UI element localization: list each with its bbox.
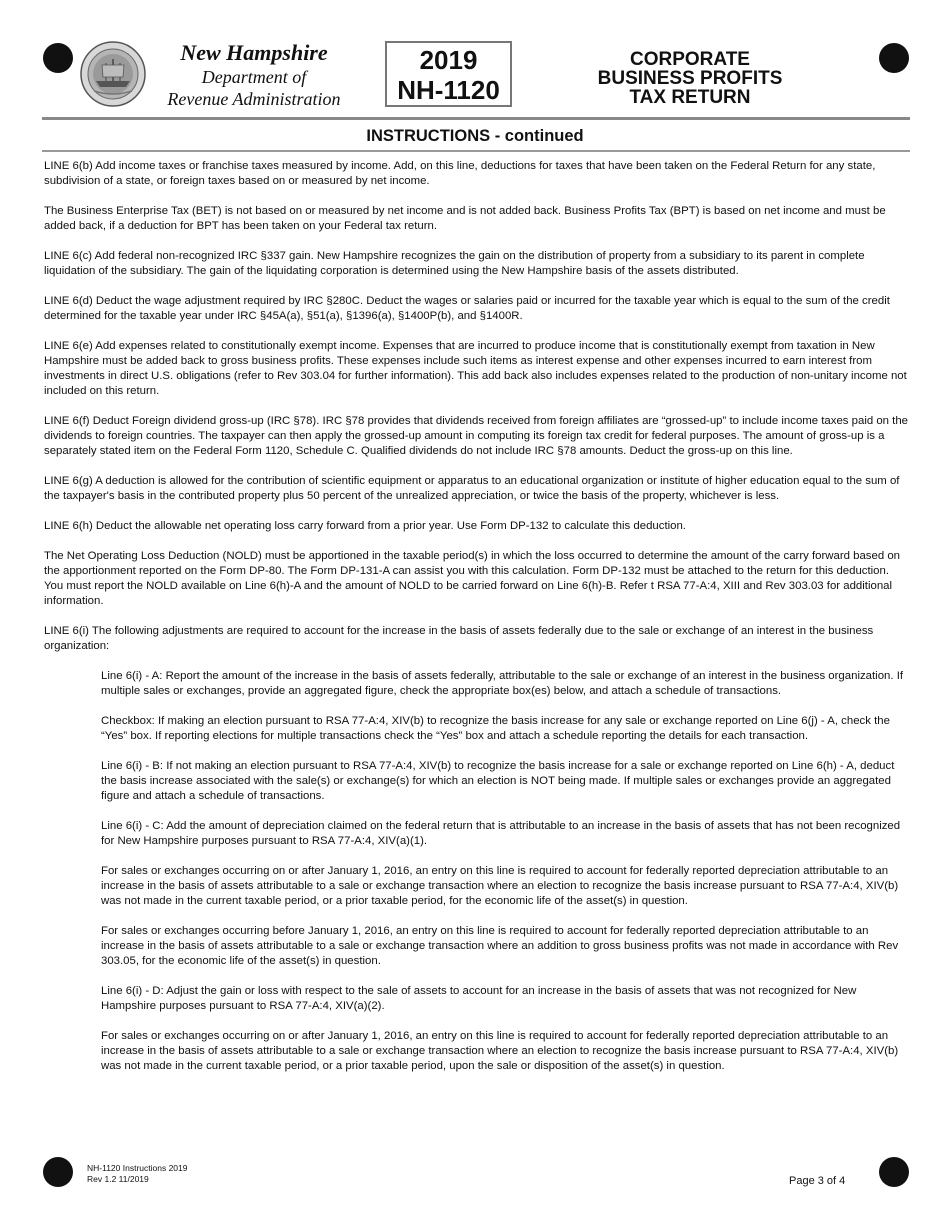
paragraph: LINE 6(c) Add federal non-recognized IRC §337 gain. New Hampshire recognizes the gain on the distribution of property from a subsidiary to its parent in complete liquidation of the subsidiary. The gain of the liquidating corporation is determined using the New Hampshire basis of the assets distributed.: [44, 250, 865, 277]
paragraph: The Net Operating Loss Deduction (NOLD) must be apportioned in the taxable period(s) in which the loss occurred to determine the amount of the carry forward based on the apportionment reported on the Form DP-80. The Form DP-131-A can assist you with this calculation. Form DP-132 must be attached to the return for this deduction. You must report the NOLD available on Line 6(h)-A and the amount of NOLD to be carried forward on Line 6(h)-B. Refer t RSA 77-A:4, XIII and Rev 303.03 for additional information.: [44, 550, 901, 607]
indented-paragraph: Line 6(i) - B: If not making an election pursuant to RSA 77-A:4, XIV(b) to recognize the basis increase for a sale or exchange reported on Line 6(h) - A, deduct the basis increase associated with the sale(s) or exchange(s) for which an election is NOT being made. If multiple sales or exchanges provide an aggregated figure and attach a schedule of transactions.: [101, 760, 895, 802]
form-id-box: [385, 41, 512, 107]
form-title: [590, 50, 790, 107]
paragraph: LINE 6(i) The following adjustments are required to account for the increase in the basis of assets federally due to the sale or exchange of an interest in the business organization:: [44, 625, 874, 652]
agency-block: [148, 40, 360, 110]
form-title-line-3: TAX RETURN: [629, 87, 751, 108]
footer-form-info: [87, 1163, 187, 1185]
form-year: 2019: [419, 45, 478, 75]
indented-paragraph: Checkbox: If making an election pursuant to RSA 77-A:4, XIV(b) to recognize the basis increase for any sale or exchange reported on Line 6(j) - A, check the “Yes” box. If reporting elections for multiple transactions check the “Yes” box and attach a schedule reporting the details for each transaction.: [101, 715, 890, 742]
form-title-line-2: BUSINESS PROFITS: [597, 68, 783, 89]
footer-revision: Rev 1.2 11/2019: [87, 1174, 149, 1184]
paragraph: The Business Enterprise Tax (BET) is not based on or measured by net income and is not added back. Business Profits Tax (BPT) is based on net income and must be added back, if a deduction for BPT has been taken on your Federal tax return.: [44, 205, 886, 232]
instructions-body: [44, 159, 910, 1089]
indented-paragraph: Line 6(i) - C: Add the amount of depreciation claimed on the federal return that is attributable to an increase in the basis of assets that has not been recognized for New Hampshire purposes pursuant to RSA 77-A:4, XIV(a)(1).: [101, 820, 901, 847]
paragraph: LINE 6(b) Add income taxes or franchise taxes measured by income. Add, on this line, deductions for taxes that have been taken on the Federal Return for any state, subdivision of a state, or foreign taxes based on or measured by net income.: [44, 160, 876, 187]
footer-form-name: NH-1120 Instructions 2019: [87, 1163, 188, 1173]
paragraph: LINE 6(d) Deduct the wage adjustment required by IRC §280C. Deduct the wages or salaries paid or incurred for the taxable year which is equal to the sum of the credit determined for the taxable year under IRC §45A(a), §51(a), §1396(a), §1400P(b), and §1400R.: [44, 295, 890, 322]
agency-name: New Hampshire: [180, 40, 328, 65]
registration-mark-bottom-left: [43, 1157, 73, 1187]
paragraph: LINE 6(g) A deduction is allowed for the contribution of scientific equipment or apparatus to an educational organization or institute of higher education equal to the sum of the taxpayer's basis in the contributed property plus 50 percent of the unrealized appreciation, or twice the basis of the property, whichever is less.: [44, 475, 900, 502]
header-divider: [42, 117, 910, 120]
page-number: Page 3 of 4: [789, 1175, 846, 1187]
form-number: NH-1120: [397, 75, 500, 105]
indented-paragraph: For sales or exchanges occurring on or after January 1, 2016, an entry on this line is required to account for federally reported depreciation attributable to an increase in the basis of assets attributable to a sale or exchange transaction where an election to recognize the basis increase pursuant to RSA 77-A:4, XIV(b) was not made in the current taxable period, or a prior taxable period, upon the sale or disposition of the asset(s) in question.: [101, 1030, 899, 1072]
paragraph: LINE 6(f) Deduct Foreign dividend gross-up (IRC §78). IRC §78 provides that dividends received from foreign affiliates are “grossed-up” to include income taxes paid on the dividends to foreign countries. The taxpayer can then apply the grossed-up amount in computing its foreign tax credit for federal purposes. The amount of gross-up is a separately stated item on the Federal Form 1120, Schedule C. Qualified dividends do not include IRC §78 amounts. Deduct the gross-up on this line.: [44, 415, 909, 457]
section-divider: [42, 150, 910, 152]
agency-line-1: Department of: [201, 67, 307, 87]
section-title: INSTRUCTIONS - continued: [366, 127, 584, 145]
paragraph: LINE 6(h) Deduct the allowable net operating loss carry forward from a prior year. Use Form DP-132 to calculate this deduction.: [44, 520, 686, 532]
indented-paragraph: For sales or exchanges occurring on or after January 1, 2016, an entry on this line is required to account for federally reported depreciation attributable to an increase in the basis of assets attributable to a sale or exchange transaction where an election to recognize the basis increase pursuant to RSA 77-A:4, XIV(b) was not made in the current taxable period, or a prior taxable period, for the economic life of the asset(s) in question.: [101, 865, 899, 907]
state-seal-icon: [80, 41, 146, 107]
indented-paragraph: Line 6(i) - D: Adjust the gain or loss with respect to the sale of assets to account for an increase in the basis of assets that was not recognized for New Hampshire purposes pursuant to RSA 77-A:4, XIV(a)(2).: [101, 985, 857, 1012]
registration-mark-top-left: [43, 43, 73, 73]
registration-mark-bottom-right: [879, 1157, 909, 1187]
registration-mark-top-right: [879, 43, 909, 73]
indented-paragraph: Line 6(i) - A: Report the amount of the increase in the basis of assets federally, attributable to the sale or exchange of an interest in the business organization. If multiple sales or exchanges, provide an aggregated figure, check the appropriate box(es) below, and attach a schedule of transactions.: [101, 670, 904, 697]
agency-line-2: Revenue Administration: [167, 89, 341, 109]
form-title-line-1: CORPORATE: [630, 49, 750, 70]
indented-paragraph: For sales or exchanges occurring before January 1, 2016, an entry on this line is required to account for federally reported depreciation attributable to an increase in the basis of assets attributable to a sale or exchange transaction where an addition to gross business profits was not made in accordance with Rev 303.05, for the economic life of the asset(s) in question.: [101, 925, 899, 967]
paragraph: LINE 6(e) Add expenses related to constitutionally exempt income. Expenses that are incurred to produce income that is constitutionally exempt from taxation in New Hampshire must be added back to gross business profits. These expenses include such items as interest expense and other expenses incurred to earn interest from investments in direct U.S. obligations (refer to Rev 303.04 for further information). This add back also includes expenses related to the production of non-unitary income not included on this return.: [44, 340, 907, 397]
